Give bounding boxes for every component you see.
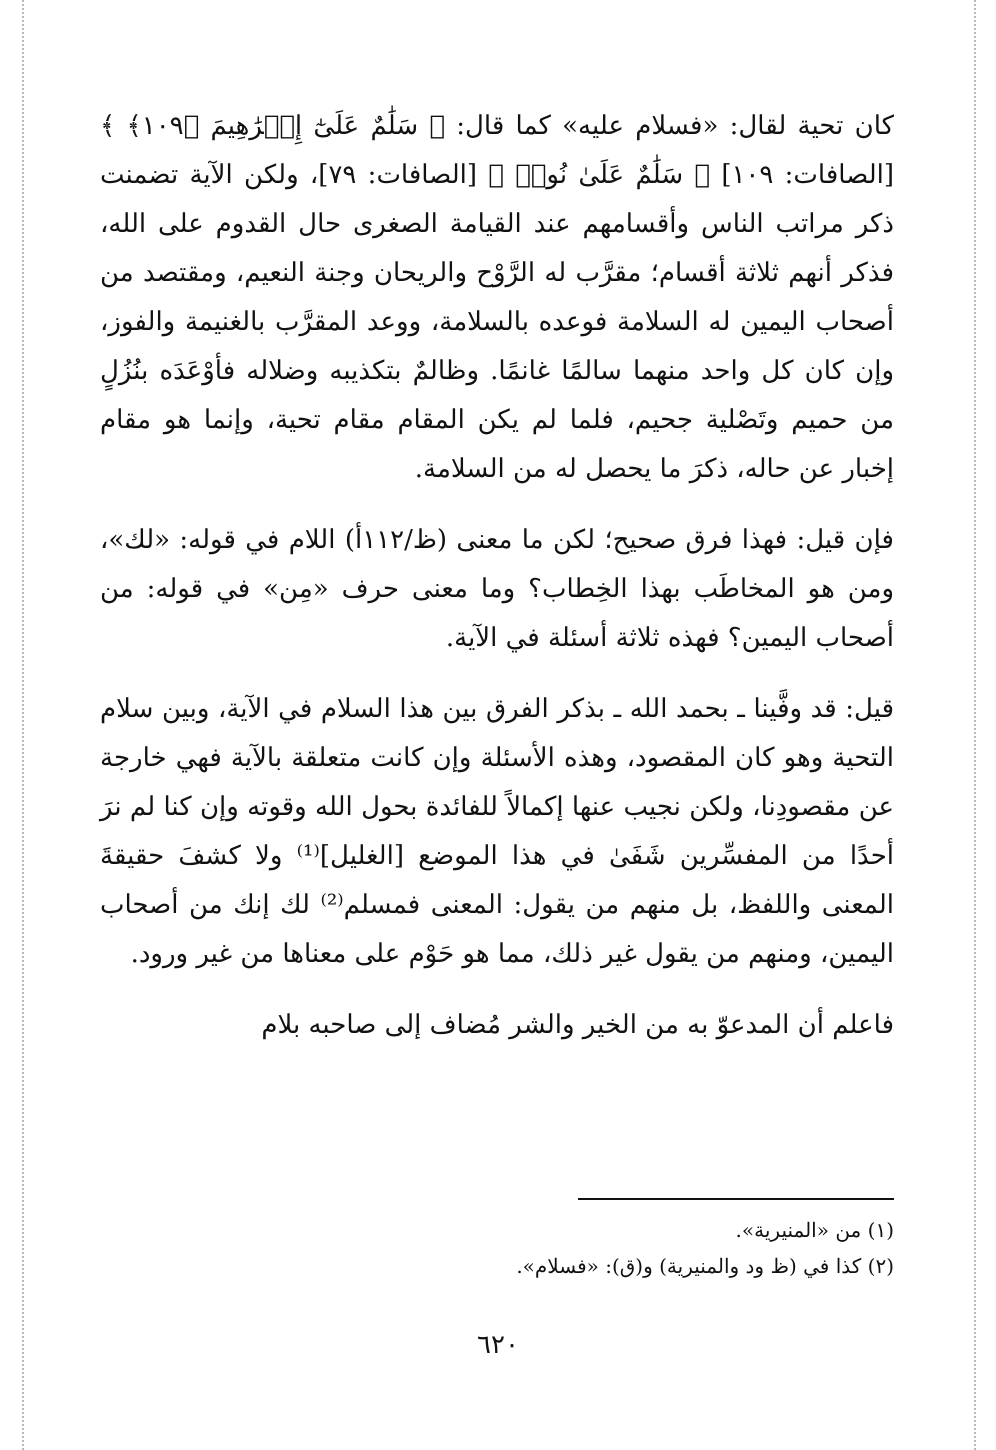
paragraph-2: فإن قيل: فهذا فرق صحيح؛ لكن ما معنى (ظ/١١٢أ) اللام في قوله: «لك»، ومن هو المخاطَب بهذا الخِطاب؟ وما معنى حرف «مِن» في قوله: من أصحاب اليمين؟ فهذه ثلاثة أسئلة في الآية.: [100, 525, 894, 653]
footnotes: [100, 1212, 894, 1284]
paragraph-3: قيل: قد وفَّينا ـ بحمد الله ـ بذكر الفرق بين هذا السلام في الآية، وبين سلام التحية وهو كان المقصود، وهذه الأسئلة وإن كانت متعلقة بالآية فهي خارجة عن مقصودِنا، ولكن نجيب عنها إكمالاً للفائدة بحول الله وقوته وإن كنا لم نرَ أحدًا من المفسِّرين شَفَىٰ في هذا الموضع [الغليل]⁽¹⁾ ولا كشفَ حقيقةَ المعنى واللفظ، بل منهم من يقول: المعنى فمسلم⁽²⁾ لك إنك من أصحاب اليمين، ومنهم من يقول غير ذلك، مما هو حَوْم على معناها من غير ورود.: [100, 694, 894, 969]
right-margin-guide: [974, 0, 976, 1450]
left-margin-guide: [22, 0, 24, 1450]
footnote-2: (٢) كذا في (ظ ود والمنيرية) و(ق): «فسلام».: [516, 1254, 894, 1278]
paragraph-4: فاعلم أن المدعوّ به من الخير والشر مُضاف إلى صاحبه بلام: [261, 1010, 894, 1040]
page-number: ٦٢٠: [477, 1330, 519, 1360]
paragraph-1: كان تحية لقال: «فسلام عليه» كما قال: ﴿ سَلَٰمٌ عَلَىٰٓ إِبۡرَٰهِيمَ ﴿١٠٩﴾ ﴾ [الصافات: ١٠٩] ﴿ سَلَٰمٌ عَلَىٰ نُوحٖ ﴾ [الصافات: ٧٩]، ولكن الآية تضمنت ذكر مراتب الناس وأقسامهم عند القيامة الصغرى حال القدوم على الله، فذكر أنهم ثلاثة أقسام؛ مقرَّب له الرَّوْح والريحان وجنة النعيم، ومقتصد من أصحاب اليمين له السلامة فوعده بالسلامة، ووعد المقرَّب بالغنيمة والفوز، وإن كان كل واحد منهما سالمًا غانمًا. وظالمٌ بتكذيبه وضلاله فأوْعَدَه بنُزُلٍ من حميم وتَصْلية جحيم، فلما لم يكن المقام مقام تحية، وإنما هو مقام إخبار عن حاله، ذكرَ ما يحصل له من السلامة.: [100, 111, 895, 484]
footnote-separator: [578, 1198, 894, 1200]
main-text: [100, 102, 894, 1072]
footnote-1: (١) من «المنيرية».: [735, 1218, 894, 1242]
